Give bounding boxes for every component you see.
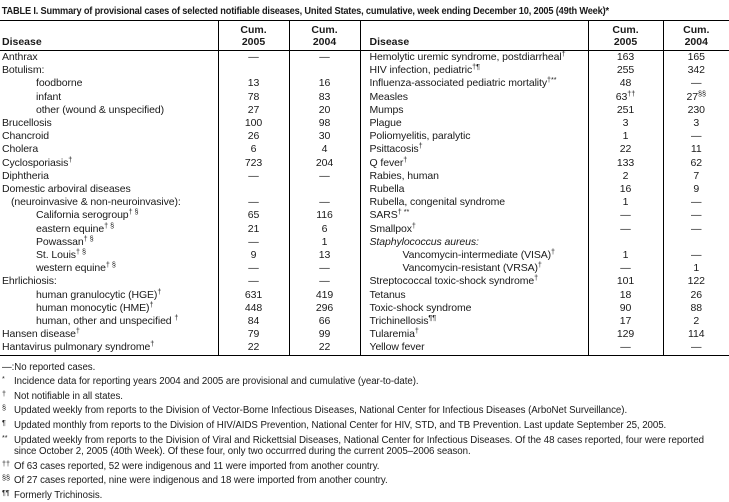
table-row — [0, 77, 729, 90]
cum-2005-cell — [218, 64, 289, 77]
cum-2005-cell: 255 — [588, 64, 663, 77]
footnote — [2, 373, 727, 388]
header-cum-label: Cum. — [612, 24, 639, 36]
table-row — [0, 170, 729, 183]
disease-name-cell: (neuroinvasive & non-neuroinvasive): — [0, 196, 218, 209]
cum-2004-cell: 204 — [289, 157, 360, 170]
cum-2004-cell: — — [691, 222, 702, 235]
cum-2005-cell: 22 — [588, 143, 663, 156]
col-header-disease-right: Disease — [360, 21, 588, 51]
cum-2004-cell: 165 — [687, 51, 705, 63]
cum-2005-cell: 129 — [588, 328, 663, 341]
footnote-marker: † — [75, 326, 80, 336]
footnote-marker: §§ — [697, 88, 706, 98]
notifiable-diseases-table — [0, 20, 729, 356]
cum-2004-cell: 4 — [289, 143, 360, 156]
footnote-text: Incidence data for reporting years 2004 and 2005 are provisional and cumulative (year-to-date). — [14, 376, 419, 388]
col-header-cum2005-right — [588, 21, 663, 51]
cum-2004-cell: — — [289, 51, 360, 65]
footnote-symbol: ** — [2, 432, 8, 442]
disease-name-cell: Powassan† § — [0, 236, 218, 249]
cum-2005-cell: 78 — [218, 91, 289, 104]
cum-2004-cell: 230 — [687, 103, 705, 116]
disease-name-cell: SARS† ** — [360, 209, 588, 222]
disease-name-cell: other (wound & unspecified) — [0, 104, 218, 117]
cum-2004-cell: 6 — [289, 223, 360, 236]
footnote-marker: † § — [128, 207, 139, 217]
cum-2004-cell: 83 — [289, 91, 360, 104]
footnote-marker: † § — [105, 260, 116, 270]
footnote-symbol: §§ — [2, 473, 10, 483]
footnote-marker: † § — [104, 220, 115, 230]
cum-2004-cell: — — [691, 249, 702, 262]
header-year-label: 2004 — [684, 35, 708, 48]
cum-2004-cell: 2 — [693, 315, 700, 328]
table-row — [0, 130, 729, 143]
cum-2005-cell: 251 — [588, 104, 663, 117]
cum-2004-cell: 62 — [690, 156, 702, 169]
footnote-marker: † § — [83, 233, 94, 243]
disease-name-cell: Measles — [360, 91, 588, 104]
header-cum-label: Cum. — [683, 24, 710, 36]
footnote — [2, 487, 727, 502]
footnote-marker: † — [403, 154, 408, 164]
cum-2005-cell: 90 — [588, 302, 663, 315]
table-row — [0, 157, 729, 170]
cum-2004-cell: 3 — [693, 117, 700, 130]
footnote-symbol: § — [2, 403, 6, 413]
cum-2004-cell: 20 — [289, 104, 360, 117]
cum-2004-cell: 13 — [289, 249, 360, 262]
disease-name-cell: HIV infection, pediatric†¶ — [360, 64, 588, 77]
disease-name-cell: Hansen disease† — [0, 328, 218, 341]
cum-2004-cell — [289, 64, 360, 77]
cum-2004-cell: 88 — [690, 301, 702, 314]
footnote-marker: † — [418, 141, 423, 151]
disease-name-cell: Smallpox† — [360, 223, 588, 236]
footnote — [2, 458, 727, 473]
disease-name-cell: Hemolytic uremic syndrome, postdiarrheal† — [360, 51, 588, 65]
footnote-symbol: ¶ — [2, 418, 6, 428]
disease-name-cell: foodborne — [0, 77, 218, 90]
cum-2004-cell: 26 — [690, 288, 702, 301]
cum-2004-cell: 98 — [289, 117, 360, 130]
disease-name-cell: Toxic-shock syndrome — [360, 302, 588, 315]
cum-2005-cell: — — [588, 341, 663, 355]
footnote-marker: † — [150, 339, 155, 349]
footnote-marker: † — [411, 220, 416, 230]
footnote-marker: †† — [627, 88, 636, 98]
table-row — [0, 236, 729, 249]
cum-2005-cell: — — [218, 275, 289, 288]
cum-2005-cell: — — [218, 196, 289, 209]
footnote-marker: † — [149, 299, 154, 309]
disease-name-cell: Streptococcal toxic-shock syndrome† — [360, 275, 588, 288]
cum-2005-cell: 79 — [218, 328, 289, 341]
cum-2005-cell: 101 — [588, 275, 663, 288]
table-row — [0, 289, 729, 302]
cum-2004-cell: — — [289, 275, 360, 288]
cum-2005-cell: 723 — [218, 157, 289, 170]
table-body — [0, 51, 729, 356]
disease-name-cell: Q fever† — [360, 157, 588, 170]
cum-2005-cell: 448 — [218, 302, 289, 315]
disease-name-cell: Tetanus — [360, 289, 588, 302]
cum-2005-cell: — — [218, 170, 289, 183]
table-row — [0, 275, 729, 288]
footnote-text: No reported cases. — [14, 361, 96, 373]
cum-2005-cell: 21 — [218, 223, 289, 236]
footnote-marker: † — [414, 326, 419, 336]
footnote-marker: † — [551, 247, 556, 257]
disease-name-cell: western equine† § — [0, 262, 218, 275]
footnote-marker: †** — [547, 75, 557, 85]
cum-2004-cell: 99 — [289, 328, 360, 341]
cum-2004-cell: — — [289, 262, 360, 275]
disease-name-cell: Ehrlichiosis: — [0, 275, 218, 288]
cum-2005-cell: 65 — [218, 209, 289, 222]
disease-name-cell: Anthrax — [0, 51, 218, 65]
disease-name-cell: Yellow fever — [360, 341, 588, 355]
disease-name-cell: Influenza-associated pediatric mortality†** — [360, 77, 588, 90]
cum-2004-cell: 342 — [687, 64, 705, 77]
table-row — [0, 143, 729, 156]
header-row — [0, 21, 729, 51]
disease-name-cell: Vancomycin-intermediate (VISA)† — [360, 249, 588, 262]
cum-2004-cell: 7 — [693, 169, 700, 182]
footnote-marker: †¶ — [472, 62, 481, 72]
cum-2005-cell: 13 — [218, 77, 289, 90]
col-header-cum2004-left — [289, 21, 360, 51]
footnote-marker: † ** — [397, 207, 410, 217]
footnotes — [0, 356, 729, 502]
cum-2005-cell: — — [588, 262, 663, 275]
table-row — [0, 117, 729, 130]
disease-name-cell: Cyclosporiasis† — [0, 157, 218, 170]
cum-2005-cell: 84 — [218, 315, 289, 328]
header-cum-label: Cum. — [311, 24, 338, 36]
header-cum-label: Cum. — [240, 24, 267, 36]
disease-name-cell: Trichinellosis¶¶ — [360, 315, 588, 328]
cum-2005-cell: 27 — [218, 104, 289, 117]
disease-name-cell: Rabies, human — [360, 170, 588, 183]
cum-2005-cell: 17 — [588, 315, 663, 328]
disease-name-cell: Tularemia† — [360, 328, 588, 341]
footnote-text: Of 27 cases reported, nine were indigenous and 18 were imported from another country. — [14, 475, 388, 487]
footnote-symbol: † — [2, 388, 6, 398]
disease-name-cell: eastern equine† § — [0, 223, 218, 236]
disease-name-cell: Rubella, congenital syndrome — [360, 196, 588, 209]
footnote — [2, 402, 727, 417]
disease-name-cell: Diphtheria — [0, 170, 218, 183]
footnote-text: Of 63 cases reported, 52 were indigenous and 11 were imported from another country. — [14, 460, 380, 472]
footnote — [2, 417, 727, 432]
cum-2004-cell: — — [691, 341, 702, 354]
footnote-symbol: †† — [2, 458, 10, 468]
header-year-label: 2005 — [241, 35, 266, 48]
disease-name-cell: Staphylococcus aureus: — [360, 236, 588, 249]
cum-2004-cell: 22 — [289, 341, 360, 355]
table-row — [0, 262, 729, 275]
cum-2005-cell: — — [588, 223, 663, 236]
cum-2004-cell: — — [691, 77, 702, 90]
footnote-marker: † — [174, 313, 179, 323]
table-row — [0, 104, 729, 117]
table-row — [0, 341, 729, 355]
table-row — [0, 315, 729, 328]
footnote — [2, 472, 727, 487]
cum-2004-cell: 9 — [693, 183, 700, 196]
table-row — [0, 183, 729, 196]
footnote-marker: † — [68, 154, 73, 164]
cum-2004-cell: — — [691, 130, 702, 143]
cum-2005-cell: 9 — [218, 249, 289, 262]
disease-name-cell: Brucellosis — [0, 117, 218, 130]
disease-name-cell: California serogroup† § — [0, 209, 218, 222]
disease-name-cell: Plague — [360, 117, 588, 130]
cum-2004-cell: 30 — [289, 130, 360, 143]
cum-2005-cell: 26 — [218, 130, 289, 143]
header-year-label: 2004 — [312, 35, 337, 48]
cum-2005-cell: 1 — [588, 130, 663, 143]
cum-2005-cell: 133 — [588, 157, 663, 170]
cum-2004-cell: 1 — [289, 236, 360, 249]
cum-2005-cell: 16 — [588, 183, 663, 196]
table-row — [0, 51, 729, 65]
cum-2005-cell: 48 — [588, 77, 663, 90]
cum-2004-cell: 419 — [289, 289, 360, 302]
cum-2005-cell: — — [218, 51, 289, 65]
footnote-text: Updated weekly from reports to the Division of Vector-Borne Infectious Diseases, National Center for Infectious Diseases (ArboNet Surveillance). — [14, 405, 628, 417]
footnote-text: Formerly Trichinosis. — [14, 490, 103, 502]
table-title: TABLE I. Summary of provisional cases of selected notifiable diseases, United States, cumulative, week ending December 10, 2005 (49th Week)* — [1, 5, 609, 17]
cum-2005-cell: 163 — [588, 51, 663, 65]
disease-name-cell: infant — [0, 91, 218, 104]
cum-2005-cell: 18 — [588, 289, 663, 302]
table-row — [0, 64, 729, 77]
disease-name-cell: Vancomycin-resistant (VRSA)† — [360, 262, 588, 275]
disease-name-cell: Botulism: — [0, 64, 218, 77]
cum-2005-cell — [588, 236, 663, 249]
cum-2004-cell: 1 — [693, 262, 700, 275]
cum-2005-cell: 1 — [588, 196, 663, 209]
cum-2004-cell: 27§§ — [686, 88, 706, 103]
disease-name-cell: Domestic arboviral diseases — [0, 183, 218, 196]
table-header — [0, 21, 729, 51]
cum-2004-cell: 116 — [289, 209, 360, 222]
cum-2005-cell: 1 — [588, 249, 663, 262]
disease-name-cell: Mumps — [360, 104, 588, 117]
disease-name-cell: St. Louis† § — [0, 249, 218, 262]
cum-2005-cell — [218, 183, 289, 196]
footnote-symbol: ¶¶ — [2, 488, 10, 498]
cum-2004-cell: 114 — [688, 328, 705, 341]
cum-2004-cell: 16 — [289, 77, 360, 90]
disease-name-cell: Poliomyelitis, paralytic — [360, 130, 588, 143]
disease-name-cell: human monocytic (HME)† — [0, 302, 218, 315]
cum-2004-cell — [663, 236, 729, 249]
footnote-marker: † — [534, 273, 539, 283]
cum-2005-cell: — — [218, 236, 289, 249]
header-year-label: 2005 — [613, 35, 638, 48]
cum-2004-cell: 296 — [289, 302, 360, 315]
footnote-text: Not notifiable in all states. — [14, 390, 123, 402]
footnote-marker: † — [561, 49, 566, 58]
cum-2005-cell: — — [588, 209, 663, 222]
cum-2005-cell: 22 — [218, 341, 289, 355]
disease-name-cell: human, other and unspecified † — [0, 315, 218, 328]
disease-name-cell: Hantavirus pulmonary syndrome† — [0, 341, 218, 355]
table-row — [0, 302, 729, 315]
cum-2004-cell: 11 — [690, 143, 702, 156]
footnote-symbol: —: — [2, 361, 15, 373]
cum-2004-cell: — — [289, 170, 360, 183]
col-header-cum2005-left — [218, 21, 289, 51]
cum-2004-cell: 122 — [687, 275, 705, 288]
disease-name-cell: human granulocytic (HGE)† — [0, 289, 218, 302]
cum-2005-cell: 100 — [218, 117, 289, 130]
footnote — [2, 388, 727, 403]
col-header-disease-left: Disease — [0, 21, 218, 51]
footnote-marker: † — [157, 286, 162, 296]
table-row — [0, 91, 729, 104]
cum-2004-cell: — — [691, 209, 702, 222]
footnote-marker: ¶¶ — [428, 313, 437, 323]
disease-name-cell: Cholera — [0, 143, 218, 156]
table-row — [0, 196, 729, 209]
cum-2005-cell: 6 — [218, 143, 289, 156]
cum-2005-cell: 2 — [588, 170, 663, 183]
footnote-symbol: * — [2, 374, 5, 384]
cum-2005-cell: 3 — [588, 117, 663, 130]
table-row — [0, 223, 729, 236]
col-header-cum2004-right — [663, 21, 729, 51]
cum-2005-cell: — — [218, 262, 289, 275]
footnote — [2, 361, 727, 374]
footnote — [2, 432, 727, 458]
cum-2004-cell: — — [289, 196, 360, 209]
disease-name-cell: Psittacosis† — [360, 143, 588, 156]
cum-2004-cell — [289, 183, 360, 196]
table-row — [0, 328, 729, 341]
disease-name-cell: Chancroid — [0, 130, 218, 143]
footnote-marker: † § — [75, 247, 86, 257]
footnote-text: Updated weekly from reports to the Division of Viral and Rickettsial Diseases, National Center for Infectious Diseases. Of the 48 cases reported, four were reported since October 2, 2005 (40th Week). Of these four, only two occurrred during the current 2005–2006 season. — [14, 434, 704, 458]
cum-2005-cell: 631 — [218, 289, 289, 302]
footnote-text: Updated monthly from reports to the Division of HIV/AIDS Prevention, National Center for HIV, STD, and TB Prevention. Last update September 25, 2005. — [14, 420, 667, 432]
cum-2004-cell: — — [691, 196, 702, 209]
cum-2005-cell: 63†† — [588, 91, 663, 104]
cum-2004-cell: 66 — [289, 315, 360, 328]
footnote-marker: † — [537, 260, 542, 270]
disease-name-cell: Rubella — [360, 183, 588, 196]
